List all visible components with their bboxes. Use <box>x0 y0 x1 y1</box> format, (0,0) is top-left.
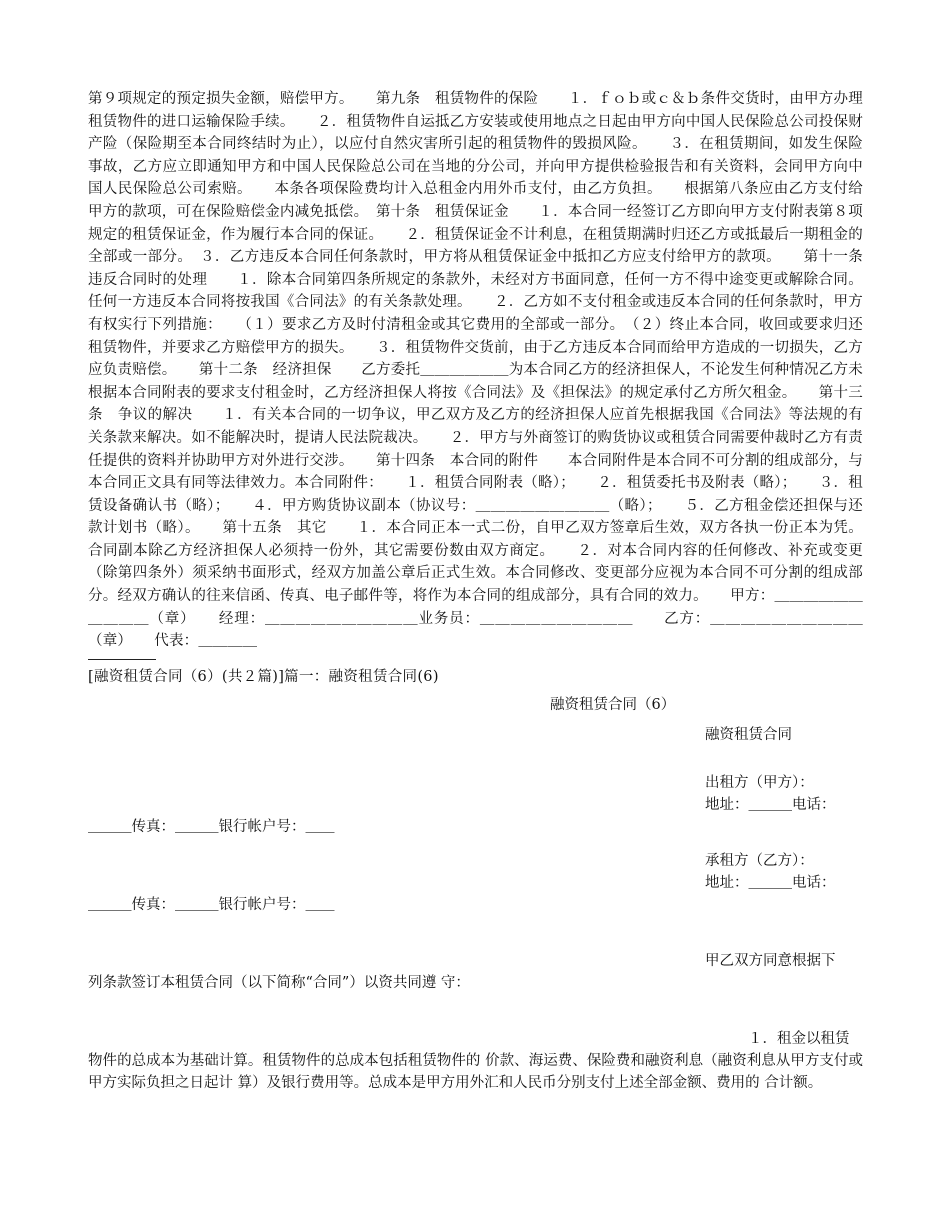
agreement-intro-end: 列条款签订本租赁合同（以下简称“合同”）以资共同遵 守： <box>88 974 470 991</box>
lessee-fax-bank-field: ＿＿＿传真：＿＿＿银行帐户号：＿＿ <box>88 896 335 913</box>
contract-body-text: 第９项规定的预定损失金额，赔偿甲方。 第九条 租赁物件的保险 １．ｆｏｂ或ｃ＆ｂ条件交货时，由甲方办理租赁物件的进口运输保险手续。 ２．租赁物件自运抵乙方安装或使用地点之日起由甲方向中国人民保险总公司投保财产险（保险期至本合同终结时为止），以应付自然灾害所引起的租赁物件的毁损风险。 ３．在租赁期间，如发生保险事故，乙方应立即通知甲方和中国人民保险总公司在当地的分公司，并向甲方提供检验报告和有关资料，会同甲方向中国人民保险总公司索赔。 本条各项保险费均计入总租金内用外币支付，由乙方负担。 根据第八条应由乙方支付给甲方的款项，可在保险赔偿金内减免抵偿。 第十条 租赁保证金 １．本合同一经签订乙方即向甲方支付附表第８项规定的租赁保证金，作为履行本合同的保证。 ２．租赁保证金不计利息，在租赁期满时归还乙方或抵最后一期租金的全部或一部分。 ３．乙方违反本合同任何条款时，甲方将从租赁保证金中抵扣乙方应支付给甲方的款项。 第十一条 违反合同时的处理 １．除本合同第四条所规定的条款外，未经对方书面同意，任何一方不得中途变更或解除合同。任何一方违反本合同将按我国《合同法》的有关条款处理。 ２．乙方如不支付租金或违反本合同的任何条款时，甲方有权实行下列措施： （１）要求乙方及时付清租金或其它费用的全部或一部分。 （２）终止本合同，收回或要求归还租赁物件，并要求乙方赔偿甲方的损失。 ３．租赁物件交货前，由于乙方违反本合同而给甲方造成的一切损失，乙方应负责赔偿。 第十二条 经济担保 乙方委托＿＿＿＿＿＿为本合同乙方的经济担保人，不论发生何种情况乙方未根据本合同附表的要求支付租金时，乙方经济担保人将按《合同法》及《担保法》的规定承付乙方所欠租金。 第十三条 争议的解决 １．有关本合同的一切争议，甲乙双方及乙方的经济担保人应首先根据我国《合同法》等法规的有关条款来解决。如不能解决时，提请人民法院裁决。 ２．甲方与外商签订的购货协议或租赁合同需要仲裁时乙方有责任提供的资料并协助甲方对外进行交涉。 第十四条 本合同的附件 本合同附件是本合同不可分割的组成部分，与本合同正文具有同等法律效力。本合同附件： １．租赁合同附表（略）； ２．租赁委托书及附表（略）； ３．租赁设备确认书（略）； ４．甲方购货协议副本（协议号：＿＿＿＿＿＿＿＿＿（略）； ５．乙方租金偿还担保与还款计划书（略）。 第十五条 其它 １．本合同正本一式二份，自甲乙双方签章后生效，双方各执一份正本为凭。合同副本除乙方经济担保人必须持一份外，其它需要份数由双方商定。 ２．对本合同内容的任何修改、补充或变更（除第四条外）须采纳书面形式，经双方加盖公章后正式生效。本合同修改、变更部分应视为本合同不可分割的组成部分。经双方确认的往来信函、传真、电子邮件等，将作为本合同的组成部分，具有合同的效力。 甲方：＿＿＿＿＿＿＿＿＿＿（章） 经理：＿＿＿＿＿＿＿＿＿＿业务员：＿＿＿＿＿＿＿＿＿＿ 乙方：＿＿＿＿＿＿＿＿＿＿（章） 代表：＿＿＿＿ <box>88 91 878 650</box>
lessor-label: 出租方（甲方）： <box>705 774 814 791</box>
signature-line-rule <box>88 659 156 660</box>
agreement-intro-start: 甲乙双方同意根据下 <box>705 952 836 969</box>
lessor-address-field: 地址：＿＿＿电话： <box>705 796 836 813</box>
lessee-label: 承租方（乙方）： <box>705 852 814 869</box>
clause-1-lead: １．租金以租赁 <box>748 1030 850 1047</box>
document-title: 融资租赁合同（6） <box>550 696 676 713</box>
document-page <box>88 88 878 1094</box>
lessee-address-field: 地址：＿＿＿电话： <box>705 874 836 891</box>
clause-1-text: 物件的总成本为基础计算。租赁物件的总成本包括租赁物件的 价款、海运费、保险费和融资利息（融资利息从甲方支付或甲方实际负担之日起计 算）及银行费用等。总成本是甲方用外汇和人民币分别支付上述全部金额、费用的 合计额。 <box>88 1052 863 1091</box>
contract-title: 融资租赁合同 <box>705 726 792 743</box>
lessor-fax-bank-field: ＿＿＿传真：＿＿＿银行帐户号：＿＿ <box>88 818 335 835</box>
section-header: [融资租赁合同（6）(共２篇)]篇一：融资租赁合同(6) <box>88 668 439 685</box>
